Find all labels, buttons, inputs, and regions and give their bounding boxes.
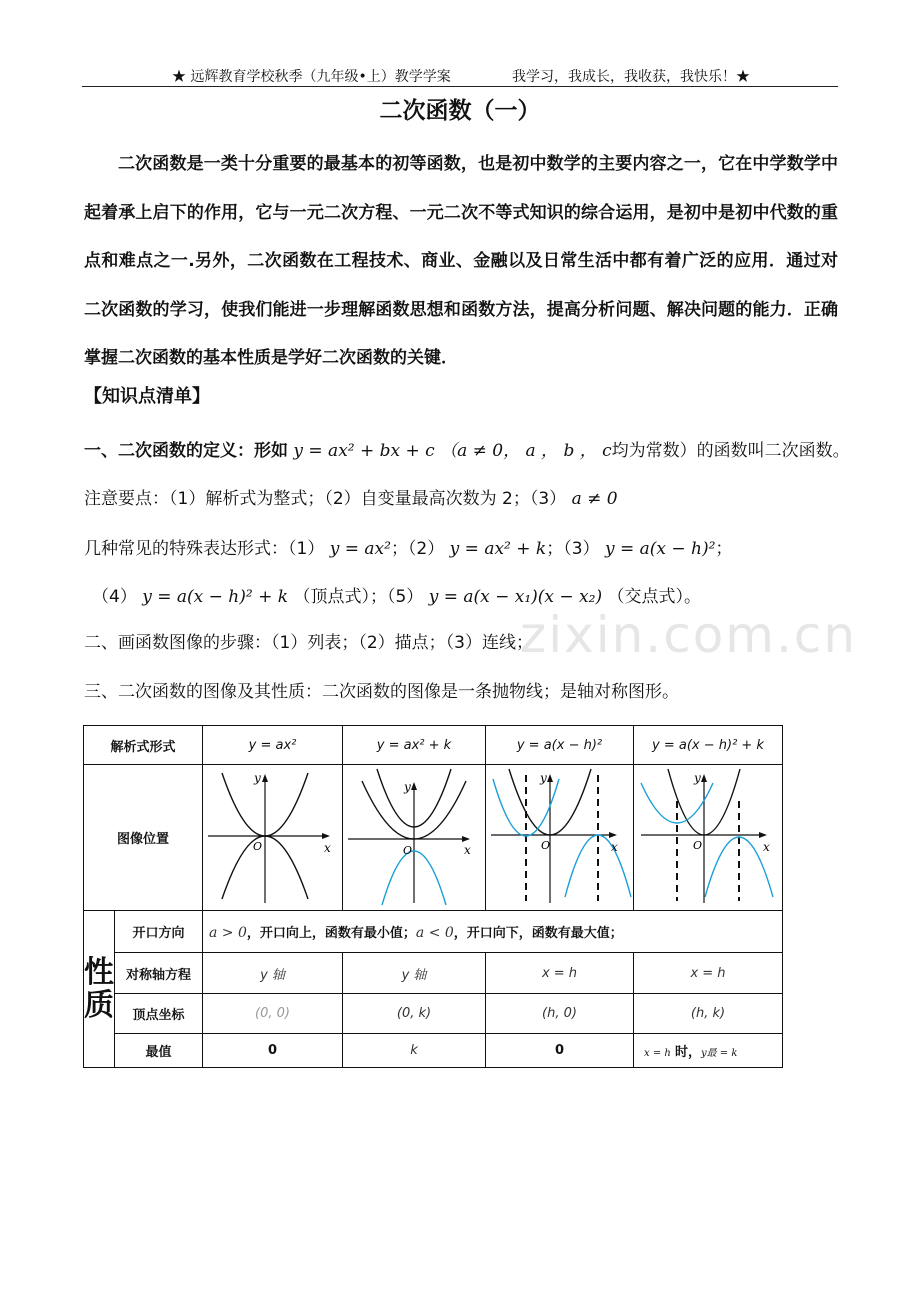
axis-value-1: y 轴 bbox=[203, 953, 343, 994]
extreme-label: 最值 bbox=[115, 1034, 203, 1068]
vertex-value-1: (0, 0) bbox=[203, 994, 343, 1034]
opening-text-2: ，开口向下，函数有最大值； bbox=[453, 926, 623, 941]
table-row-graphs bbox=[84, 765, 783, 911]
forms-sep-7: （交点式）。 bbox=[607, 587, 701, 607]
steps-line: 二、画函数图像的步骤：（1）列表；（2）描点；（3）连线； bbox=[84, 633, 533, 653]
forms-sep-4: ； bbox=[715, 539, 733, 559]
table-row-forms bbox=[84, 726, 783, 765]
axis-value-3: x = h bbox=[486, 953, 634, 994]
graph-props-line: 三、二次函数的图像及其性质：二次函数的图像是一条抛物线；是轴对称图形。 bbox=[84, 682, 679, 702]
definition-label: 一、二次函数的定义： bbox=[84, 441, 254, 461]
extreme-value-2: k bbox=[343, 1034, 486, 1068]
extreme-value-1: 0 bbox=[203, 1034, 343, 1068]
forms-sep-6: （顶点式）；（5） bbox=[293, 587, 424, 607]
definition-formula: y = ax² + bx + c bbox=[293, 441, 435, 461]
graph-4-x-label: x bbox=[762, 840, 770, 854]
forms-sep-5: （4） bbox=[92, 587, 137, 607]
table-form-2: y = ax² + k bbox=[343, 726, 486, 765]
graph-1-x-label: x bbox=[323, 841, 331, 855]
properties-table bbox=[83, 725, 783, 1068]
vertex-value-2: (0, k) bbox=[343, 994, 486, 1034]
page-title: 二次函数（一） bbox=[379, 98, 541, 124]
opening-text-1: ，开口向上，函数有最小值； bbox=[246, 926, 416, 941]
graph-2-y-label: y bbox=[403, 780, 411, 794]
table-form-1: y = ax² bbox=[203, 726, 343, 765]
axis-value-2: y 轴 bbox=[343, 953, 486, 994]
extreme-value-4 bbox=[634, 1034, 783, 1068]
page-header bbox=[82, 64, 838, 87]
forms-line-1 bbox=[84, 534, 732, 559]
axis-value-4: x = h bbox=[634, 953, 783, 994]
form-5: y = a(x − x₁)(x − x₂) bbox=[428, 587, 603, 607]
definition-text1: 形如 bbox=[254, 441, 288, 461]
graph-cell-3 bbox=[486, 765, 634, 911]
intro-text: 二次函数是一类十分重要的最基本的初等函数，也是初中数学的主要内容之一，它在中学数学中起着承上启下的作用，它与一元二次方程、一元二次不等式知识的综合运用，是初中是初中代数的重点和难点之一.另外，二次函数在工程技术、商业、金融以及日常生活中都有着广泛的应用．通过对二次函数的学习，使我们能进一步理解函数思想和函数方法，提高分析问题、解决问题的能力．正确掌握二次函数的基本性质是学好二次函数的关键． bbox=[84, 154, 838, 368]
graph-1 bbox=[204, 765, 342, 906]
extreme-last-val: y最 = k bbox=[700, 1048, 738, 1059]
form-2: y = ax² + k bbox=[449, 539, 547, 559]
opening-label: 开口方向 bbox=[115, 911, 203, 953]
vertex-label: 顶点坐标 bbox=[115, 994, 203, 1034]
vertex-value-3: (h, 0) bbox=[486, 994, 634, 1034]
graph-cell-1 bbox=[203, 765, 343, 911]
graph-2-x-label: x bbox=[463, 843, 471, 857]
table-row-opening bbox=[84, 911, 783, 953]
header-right: 我学习，我成长，我收获，我快乐！★ bbox=[512, 69, 750, 85]
table-row-axis bbox=[84, 953, 783, 994]
definition-text2: 均为常数）的函数叫二次函数。 bbox=[611, 441, 850, 461]
form-row-label: 解析式形式 bbox=[84, 726, 203, 765]
forms-sep-3: ；（3） bbox=[546, 539, 600, 559]
axis-label: 对称轴方程 bbox=[115, 953, 203, 994]
forms-line-2 bbox=[92, 582, 701, 607]
vertex-value-4: (h, k) bbox=[634, 994, 783, 1034]
table-form-3: y = a(x − h)² bbox=[486, 726, 634, 765]
forms-sep-2: ；（2） bbox=[390, 539, 445, 559]
graph-3 bbox=[487, 765, 633, 906]
graph-4 bbox=[635, 765, 782, 906]
notes-label: 注意要点：（1）解析式为整式；（2）自变量最高次数为 2；（3） bbox=[84, 489, 567, 509]
props-label: 性 质 bbox=[84, 955, 114, 1023]
graph-4-y-label: y bbox=[693, 771, 701, 785]
graph-1-origin: O bbox=[252, 840, 262, 853]
notes-formula: a ≠ 0 bbox=[571, 489, 618, 509]
props-label-cell bbox=[84, 911, 115, 1068]
notes-line bbox=[84, 484, 618, 509]
table-row-vertex bbox=[84, 994, 783, 1034]
graph-cell-4 bbox=[634, 765, 783, 911]
graph-3-y-label: y bbox=[539, 771, 547, 785]
header-left: ★ 远辉教育学校秋季（九年级•上）教学学案 bbox=[172, 69, 451, 85]
table-row-extreme bbox=[84, 1034, 783, 1068]
watermark: zixin.com.cn bbox=[520, 606, 858, 664]
extreme-last-mid: 时， bbox=[674, 1045, 701, 1060]
graph-2-origin: O bbox=[402, 844, 412, 857]
definition-line bbox=[84, 436, 850, 461]
graph-row-label: 图像位置 bbox=[84, 765, 203, 911]
opening-value bbox=[203, 911, 783, 953]
opening-cond-2: a < 0 bbox=[415, 925, 454, 941]
extreme-value-3: 0 bbox=[486, 1034, 634, 1068]
graph-1-y-label: y bbox=[253, 771, 261, 785]
knowledge-heading: 【知识点清单】 bbox=[84, 386, 210, 407]
form-3: y = a(x − h)² bbox=[604, 539, 716, 559]
graph-3-x-label: x bbox=[610, 840, 618, 854]
intro-paragraph bbox=[84, 140, 838, 383]
table-form-4: y = a(x − h)² + k bbox=[634, 726, 783, 765]
graph-cell-2 bbox=[343, 765, 486, 911]
form-1: y = ax² bbox=[329, 539, 391, 559]
extreme-last-cond: x = h bbox=[644, 1048, 671, 1059]
forms-label: 几种常见的特殊表达形式：（1） bbox=[84, 539, 325, 559]
graph-3-origin: O bbox=[540, 839, 550, 852]
definition-cond: （a ≠ 0， a ， b ， c bbox=[440, 441, 612, 461]
form-4: y = a(x − h)² + k bbox=[142, 587, 289, 607]
graph-2 bbox=[344, 765, 485, 906]
opening-cond-1: a > 0 bbox=[209, 925, 247, 941]
graph-4-origin: O bbox=[692, 839, 702, 852]
